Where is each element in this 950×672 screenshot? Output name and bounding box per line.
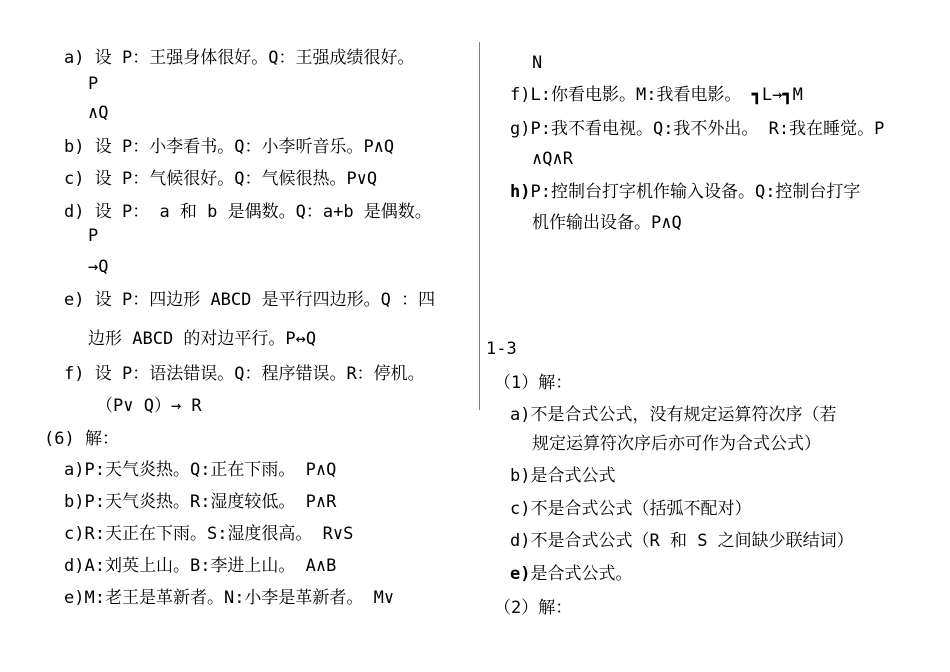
r-item-f-label: f) [510, 85, 531, 105]
r-item-f-text: L:你看电影。M:我看电影。 ┓L→┓M [530, 85, 803, 105]
p1-item-c-label: c) [510, 499, 531, 519]
p1-item-c-text: 不是合式公式（括弧不配对） [530, 499, 752, 519]
s6-item-e-label: e) [64, 588, 85, 608]
s6-item-d-label: d) [64, 556, 85, 576]
s6-item-d [64, 555, 336, 577]
p1-item-d-label: d) [510, 531, 531, 551]
p1-item-d-text: 不是合式公式（R 和 S 之间缺少联结词） [530, 531, 854, 551]
s6-item-e [64, 587, 394, 609]
s6-item-b-label: b) [64, 492, 85, 512]
item-a-label: a) [64, 48, 85, 68]
item-e-cont: 边形 ABCD 的对边平行。P↔Q [88, 329, 317, 349]
p1-item-a-text: 不是合式公式，没有规定运算符次序（若 [530, 405, 837, 425]
item-f-cont: （P∨ Q）→ R [96, 396, 202, 416]
item-a-cont1: P [88, 74, 99, 94]
item-d-cont1: P [88, 226, 99, 246]
p1-item-a-cont: 规定运算符次序后亦可作为合式公式） [532, 434, 821, 454]
s6-item-b-text: P:天气炎热。R:湿度较低。 P∧R [84, 492, 337, 512]
part-1-heading: （1）解： [494, 373, 573, 393]
s6-item-a-text: P:天气炎热。Q:正在下雨。 P∧Q [84, 460, 337, 480]
p1-item-b [510, 465, 615, 487]
item-a-cont2: ∧Q [88, 103, 109, 123]
item-d-label: d) [64, 202, 85, 222]
r-item-g-text: P:我不看电视。Q:我不外出。 R:我在睡觉。P [530, 119, 885, 139]
column-divider [479, 42, 480, 410]
r-item-g-label: g) [510, 119, 531, 139]
p1-item-e [510, 563, 632, 585]
r-item-h-label: h) [510, 182, 531, 202]
item-f [64, 363, 425, 385]
r-item-f [510, 84, 803, 106]
item-a [64, 47, 414, 69]
item-b-text: 设 P：小李看书。Q：小李听音乐。P∧Q [94, 137, 395, 157]
item-c-label: c) [64, 169, 85, 189]
s6-item-d-text: A:刘英上山。B:李进上山。 A∧B [84, 556, 337, 576]
item-e-continuation: N [532, 53, 543, 73]
s6-item-c-text: R:天正在下雨。S:湿度很高。 R∨S [84, 524, 354, 544]
item-d-text: 设 P： a 和 b 是偶数。Q：a+b 是偶数。 [94, 202, 432, 222]
r-item-h-cont: 机作输出设备。P∧Q [532, 213, 682, 233]
p1-item-e-label: e) [510, 564, 531, 584]
item-c [64, 168, 377, 190]
item-a-text: 设 P：王强身体很好。Q：王强成绩很好。 [94, 48, 415, 68]
s6-item-b [64, 491, 336, 513]
s6-item-a-label: a) [64, 460, 85, 480]
r-item-g [510, 118, 884, 140]
item-b [64, 136, 394, 158]
s6-item-c-label: c) [64, 524, 85, 544]
p1-item-c [510, 498, 751, 520]
item-e-text: 设 P：四边形 ABCD 是平行四边形。Q ：四 [94, 290, 436, 310]
section-6-heading: (6) 解： [44, 429, 119, 449]
s6-item-e-text: M:老王是革新者。N:小李是革新者。 M∨ [84, 588, 395, 608]
section-heading-1-3: 1-3 [486, 339, 517, 359]
item-d [64, 201, 432, 223]
part-2-heading: （2）解： [494, 598, 573, 618]
item-e [64, 289, 435, 311]
p1-item-a-label: a) [510, 405, 531, 425]
r-item-h [510, 181, 860, 203]
p1-item-b-label: b) [510, 466, 531, 486]
item-f-text: 设 P：语法错误。Q：程序错误。R：停机。 [94, 364, 425, 384]
p1-item-d [510, 530, 854, 552]
item-e-label: e) [64, 290, 85, 310]
item-b-label: b) [64, 137, 85, 157]
s6-item-c [64, 523, 353, 545]
item-f-label: f) [64, 364, 85, 384]
r-item-g-cont: ∧Q∧R [532, 149, 573, 169]
p1-item-a [510, 404, 836, 426]
s6-item-a [64, 459, 336, 481]
p1-item-b-text: 是合式公式 [530, 466, 616, 486]
item-d-cont2: →Q [88, 257, 109, 277]
item-c-text: 设 P：气候很好。Q：气候很热。P∨Q [94, 169, 378, 189]
p1-item-e-text: 是合式公式。 [530, 564, 633, 584]
r-item-h-text: P:控制台打字机作输入设备。Q:控制台打字 [530, 182, 861, 202]
